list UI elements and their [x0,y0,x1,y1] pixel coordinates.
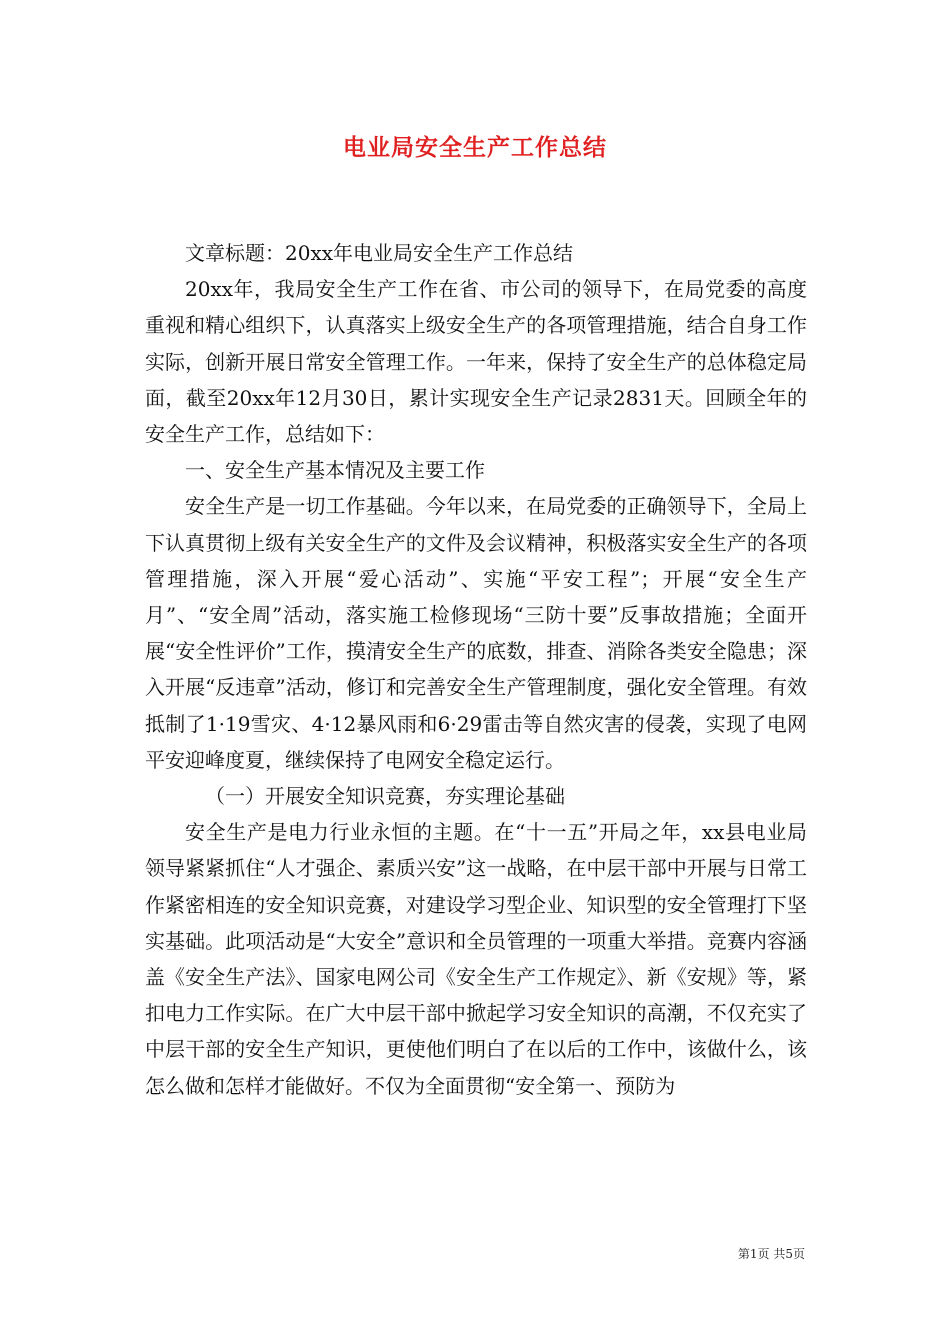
subsection-1-paragraph: 安全生产是电力行业永恒的主题。在“十一五”开局之年，xx县电业局领导紧紧抓住“人才强企、素质兴安”这一战略，在中层干部中开展与日常工作紧密相连的安全知识竞赛，对建设学习型企业、知识型的安全管理打下坚实基础。此项活动是“大安全”意识和全员管理的一项重大举措。竞赛内容涵盖《安全生产法》、国家电网公司《安全生产工作规定》、新《安规》等，紧扣电力工作实际。在广大中层干部中掀起学习安全知识的高潮，不仅充实了中层干部的安全生产知识，更使他们明白了在以后的工作中，该做什么，该怎么做和怎样才能做好。不仅为全面贯彻“安全第一、预防为 [145,820,807,1098]
page-number-footer: 第1页 共5页 [737,1247,805,1261]
document-body [145,235,807,1104]
subsection-heading-1: （一）开展安全知识竞赛，夯实理论基础 [205,784,565,809]
document-title: 电业局安全生产工作总结 [343,135,607,161]
section-1-paragraph: 安全生产是一切工作基础。今年以来，在局党委的正确领导下，全局上下认真贯彻上级有关安全生产的文件及会议精神，积极落实安全生产的各项管理措施，深入开展“爱心活动”、实施“平安工程”；开展“安全生产月”、“安全周”活动，落实施工检修现场“三防十要”反事故措施；全面开展“安全性评价”工作，摸清安全生产的底数，排查、消除各类安全隐患；深入开展“反违章”活动，修订和完善安全生产管理制度，强化安全管理。有效抵制了1·19雪灾、4·12暴风雨和6·29雷击等自然灾害的侵袭，实现了电网平安迎峰度夏，继续保持了电网安全稳定运行。 [145,494,807,772]
section-heading-1: 一、安全生产基本情况及主要工作 [185,458,485,483]
article-heading-line: 文章标题：20xx年电业局安全生产工作总结 [185,241,574,265]
intro-paragraph: 20xx年，我局安全生产工作在省、市公司的领导下，在局党委的高度重视和精心组织下，认真落实上级安全生产的各项管理措施，结合自身工作实际，创新开展日常安全管理工作。一年来，保持了安全生产的总体稳定局面，截至20xx年12月30日，累计实现安全生产记录2831天。回顾全年的安全生产工作，总结如下： [145,277,807,447]
